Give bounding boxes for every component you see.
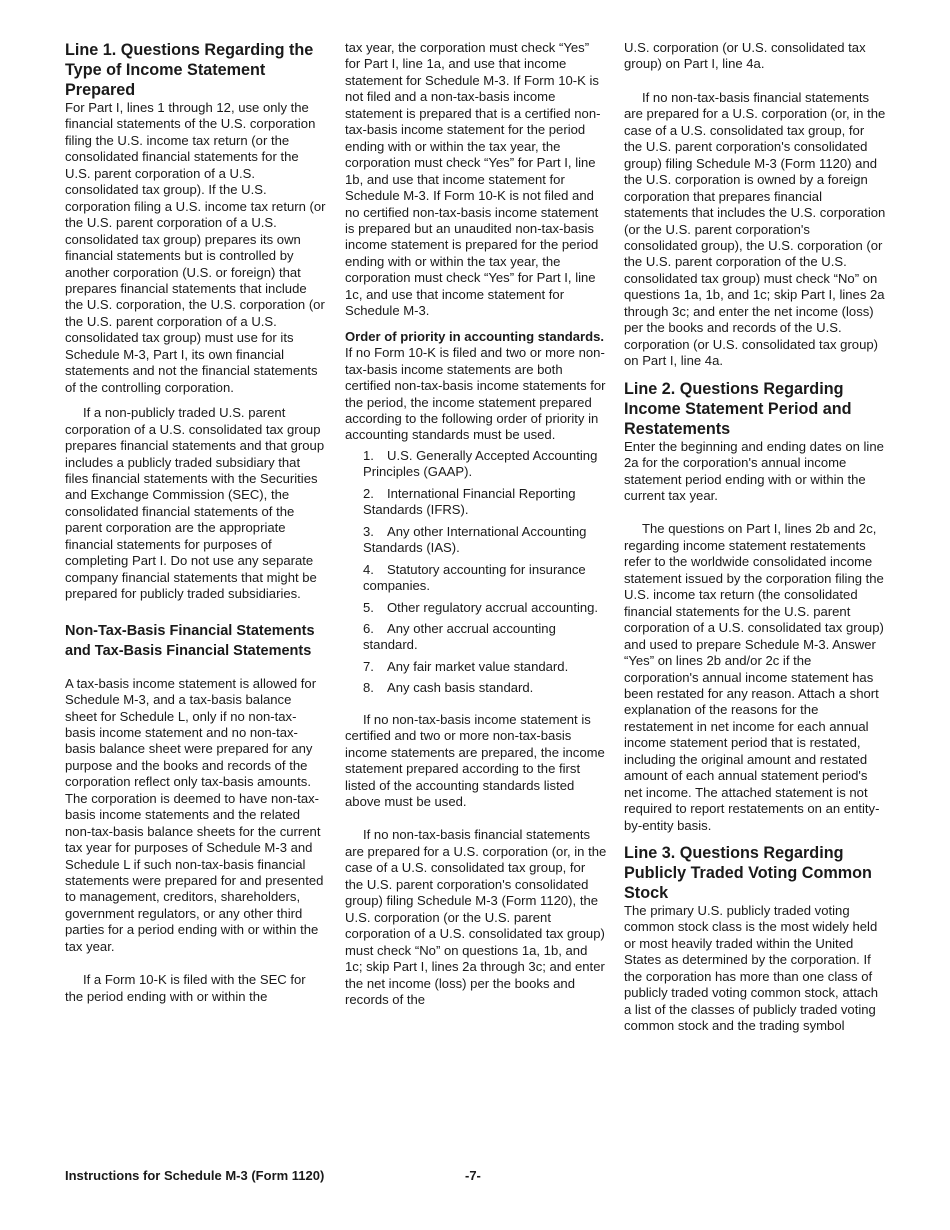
list-item-number: 5. (363, 599, 374, 615)
page-footer (65, 1168, 885, 1183)
heading-line1: Line 1. Questions Regarding the Type of Income Statement Prepared (65, 41, 314, 99)
paragraph: If no non-tax-basis financial statements are prepared for a U.S. corporation (or, in the case of a U.S. consolidated tax group, for the U.S. parent corporation's consolidated group) filing Schedule M-3 (Form 1120) and the U.S. corporation is owned by a foreign corporation that prepares financial statements that includes the U.S. corporation (or the U.S. parent corporation's consolidated group), the U.S. corporation (or the U.S. parent corporation of the U.S. consolidated tax group) must check “No” on questions 1a, 1b, and 1c; skip Part I, lines 2a through 3c; and enter the net income (loss) per the books and records of the U.S. corporation (or U.S. consolidated tax group) on Part I, line 4a. (624, 89, 886, 369)
paragraph: A tax-basis income statement is allowed for Schedule M-3, and a tax-basis balance sheet for Schedule L, only if no non-tax-basis income statement and no non-tax-basis balance sheet were prepared for any purpose and the books and records of the corporation reflect only tax-basis amounts. The corporation is deemed to have non-tax-basis income statements and the related non-tax-basis balance sheets for the current tax year for purposes of Schedule M-3 and Schedule L if such non-tax-basis financial statements were prepared for and presented to management, creditors, shareholders, government regulators, or any other third parties for a period ending with or within the tax year. (65, 675, 324, 954)
paragraph: For Part I, lines 1 through 12, use only the financial statements of the U.S. corporation filing the U.S. income tax return (or the consolidated financial statements for the U.S. parent corporation of a U.S. consolidated tax group). If the U.S. corporation filing a U.S. income tax return (or the U.S. parent corporation of a U.S. consolidated tax group) prepares its own financial statements but is controlled by another corporation (U.S. or foreign) that prepares financial statements that include the U.S. corporation, the U.S. corporation (or the U.S. parent corporation of a U.S. consolidated tax group) must use for its Schedule M-3, Part I, its own financial statements and not the financial statements of the controlling corporation. (65, 100, 326, 395)
paragraph-order-of-priority (345, 329, 607, 444)
paragraph: If a Form 10-K is filed with the SEC for the period ending with or within the (65, 972, 306, 1004)
paragraph: tax year, the corporation must check “Yes” for Part I, line 1a, and use that income statement for Schedule M-3. If Form 10-K is not filed and a non-tax-basis income statement is prepared that is a certified non-tax-basis income statement for the period ending with or within the tax year, the corporation must check “Yes” for Part I, line 1b, and use that income statement for Schedule M-3. If Form 10-K is not filed and no certified non-tax-basis income statement is prepared but an unaudited non-tax-basis income statement is prepared for the period ending with or within the tax year, the corporation must check “Yes” for Part I, line 1c, and use that income statement for Schedule M-3. (345, 40, 601, 319)
paragraph: Enter the beginning and ending dates on line 2a for the corporation's annual income statement period ending with or within the current tax year. (624, 438, 884, 503)
paragraph: The questions on Part I, lines 2b and 2c, regarding income statement restatements refer to the worldwide consolidated income statement issued by the corporation filing the U.S. income tax return (the consolidated financial statements for the U.S. parent corporation of a U.S. consolidated tax group) and used to prepare Schedule M-3. Answer “Yes” on lines 2b and/or 2c if the corporation's annual income statement has been restated for any reason. Attach a short explanation of the reasons for the restatement in net income for each annual income statement period that is restated, including the original amount and restated amount of each annual statement period's net income. The attached statement is not required to report restatements on an entity-by-entity basis. (624, 521, 884, 833)
list-item-number: 1. (363, 447, 374, 463)
list-item (345, 524, 607, 557)
paragraph-text: If no Form 10-K is filed and two or more non-tax-basis income statements are both certified non-tax-basis income statements for the period, the income statement prepared according to the following order of priority in accounting standards must be used. (345, 345, 606, 443)
heading-non-tax-basis: Non-Tax-Basis Financial Statements and Tax-Basis Financial Statements (65, 622, 315, 659)
list-item-text: Other regulatory accrual accounting. (387, 599, 599, 615)
list-item-number: 6. (363, 620, 374, 636)
list-item-number: 3. (363, 523, 374, 539)
paragraph: The primary U.S. publicly traded voting common stock class is the most widely held or most heavily traded within the United States as determined by the corporation. If the corporation has more than one class of publicly traded voting common stock, attach a list of the classes of publicly traded voting common stock and the trading symbol (624, 903, 878, 1034)
list-item-text: Any cash basis standard. (387, 680, 534, 696)
run-in-heading: Order of priority in accounting standards. (345, 328, 604, 344)
column-left (65, 40, 327, 1005)
heading-line2: Line 2. Questions Regarding Income Statement Period and Restatements (624, 379, 852, 438)
paragraph: If no non-tax-basis income statement is certified and two or more non-tax-basis income statements are prepared, the income statement prepared according to the first listed of the accounting standards listed above must be used. (345, 711, 605, 810)
list-item (345, 680, 607, 696)
priority-list (345, 448, 607, 697)
list-item (345, 659, 607, 675)
page-number: -7- (465, 1168, 481, 1183)
list-item-text: Any other International Accounting Standards (IAS). (363, 523, 587, 556)
list-item (345, 562, 607, 595)
list-item-text: Any fair market value standard. (387, 658, 569, 674)
list-item-number: 4. (363, 561, 374, 577)
list-item-text: U.S. Generally Accepted Accounting Principles (GAAP). (363, 447, 598, 480)
list-item (345, 621, 607, 654)
list-item-text: Any other accrual accounting standard. (363, 620, 556, 653)
list-item-text: Statutory accounting for insurance companies. (363, 561, 586, 594)
column-right (624, 40, 886, 1035)
list-item (345, 600, 607, 616)
column-middle (345, 40, 607, 1008)
paragraph: U.S. corporation (or U.S. consolidated tax group) on Part I, line 4a. (624, 40, 866, 72)
list-item-number: 2. (363, 485, 374, 501)
list-item-number: 8. (363, 680, 374, 696)
paragraph: If a non-publicly traded U.S. parent corporation of a U.S. consolidated tax group prepares financial statements and that group includes a publicly traded subsidiary that files financial statements with the Securities and Exchange Commission (SEC), the consolidated financial statements of the parent corporation are the appropriate financial statements for purposes of completing Part I. Do not use any separate company financial statements that might be prepared for publicly traded subsidiaries. (65, 405, 325, 602)
footer-title: Instructions for Schedule M-3 (Form 1120) (65, 1168, 325, 1183)
heading-line3: Line 3. Questions Regarding Publicly Traded Voting Common Stock (624, 844, 872, 903)
list-item (345, 486, 607, 519)
paragraph: If no non-tax-basis financial statements are prepared for a U.S. corporation (or, in the case of a U.S. consolidated tax group, for the U.S. parent corporation's consolidated group) filing Schedule M-3 (Form 1120), the U.S. corporation (or the U.S. parent corporation of a U.S. consolidated tax group) must check “No” on questions 1a, 1b, and 1c; skip Part I, lines 2a through 3c; and enter the net income (loss) per the books and records of the (345, 827, 607, 1008)
list-item-number: 7. (363, 658, 374, 674)
list-item-text: International Financial Reporting Standards (IFRS). (363, 485, 576, 518)
list-item (345, 448, 607, 481)
